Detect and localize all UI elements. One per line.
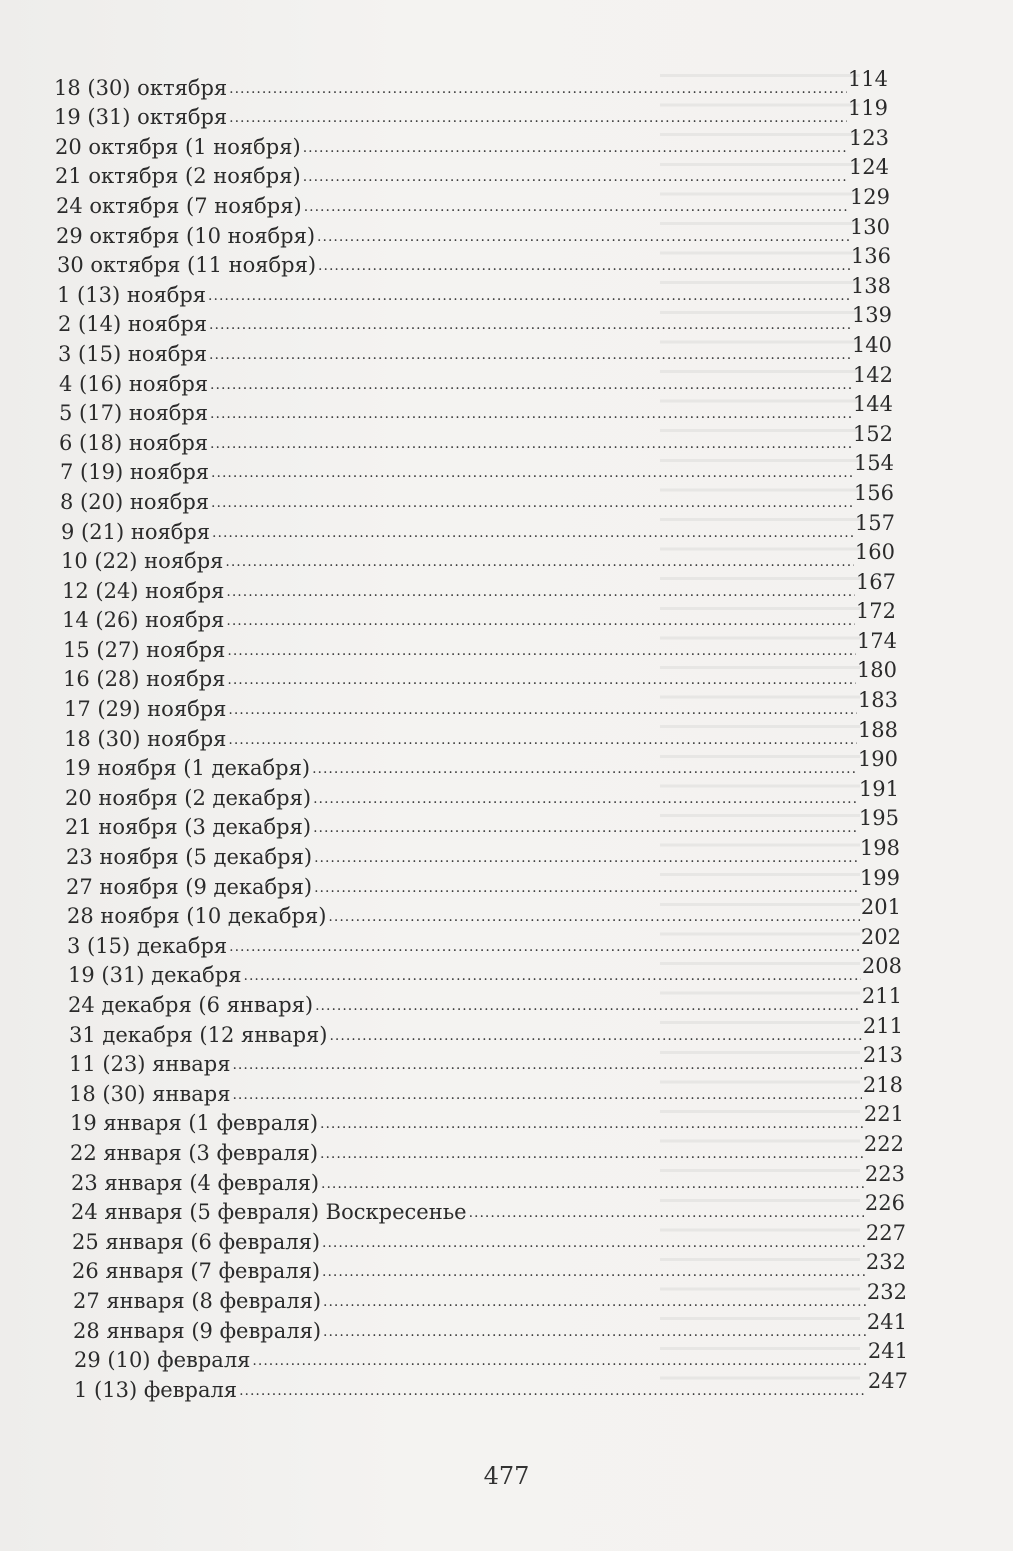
toc-entry	[0, 214, 1013, 248]
toc-entry-page-number: 198	[859, 836, 900, 861]
toc-entry-page-number: 136	[850, 244, 891, 269]
toc-entry-label: 19 (31) декабря	[68, 963, 242, 988]
toc-entry	[0, 66, 1013, 100]
toc-entry	[0, 806, 1013, 840]
dot-leader	[211, 465, 853, 481]
toc-entry-page-number: 195	[858, 806, 899, 831]
toc-entry-label: 24 января (5 февраля) Воскресенье	[71, 1200, 467, 1225]
toc-entry-page-number: 142	[852, 362, 893, 387]
toc-entry	[0, 569, 1013, 603]
toc-entry-label: 10 (22) ноября	[61, 549, 224, 574]
toc-entry-page-number: 226	[864, 1191, 905, 1216]
toc-entry-page-number: 144	[852, 392, 893, 417]
toc-entry	[0, 273, 1013, 307]
toc-entry-label: 11 (23) января	[69, 1052, 231, 1077]
toc-entry-label: 27 января (8 февраля)	[73, 1288, 322, 1313]
toc-entry-label: 18 (30) января	[69, 1081, 231, 1106]
toc-entry	[0, 1220, 1013, 1254]
toc-entry-label: 12 (24) ноября	[62, 578, 225, 603]
toc-entry-label: 18 (30) ноября	[64, 726, 227, 751]
toc-entry	[0, 747, 1013, 781]
dot-leader	[303, 140, 848, 156]
toc-entry-page-number: 183	[857, 688, 898, 713]
toc-entry	[0, 1102, 1013, 1136]
dot-leader	[315, 998, 861, 1014]
toc-entry	[0, 1191, 1013, 1225]
toc-entry-page-number: 201	[860, 895, 901, 920]
dot-leader	[209, 347, 851, 363]
dot-leader	[210, 406, 852, 422]
toc-entry	[0, 1161, 1013, 1195]
dot-leader	[210, 377, 852, 393]
dot-leader	[252, 1353, 866, 1369]
toc-entry	[0, 362, 1013, 396]
toc-entry-label: 24 октября (7 ноября)	[56, 193, 302, 218]
dot-leader	[314, 880, 859, 896]
toc-entry	[0, 1279, 1013, 1313]
toc-entry	[0, 510, 1013, 544]
toc-entry-page-number: 156	[853, 480, 894, 505]
toc-entry-page-number: 140	[851, 332, 892, 357]
toc-entry-page-number: 160	[854, 540, 895, 565]
toc-entry-label: 4 (16) ноября	[59, 371, 209, 396]
toc-entry-page-number: 199	[859, 865, 900, 890]
toc-entry-page-number: 174	[856, 628, 897, 653]
toc-entry-page-number: 211	[861, 984, 902, 1008]
toc-entry	[0, 688, 1013, 722]
toc-entry	[0, 1131, 1013, 1165]
toc-entry-page-number: 211	[862, 1013, 903, 1038]
toc-entry-label: 7 (19) ноября	[60, 460, 210, 485]
toc-entry	[0, 184, 1013, 218]
dot-leader	[226, 584, 855, 600]
toc-entry-label: 28 января (9 февраля)	[73, 1318, 322, 1343]
toc-entry-page-number: 223	[864, 1161, 905, 1186]
toc-entry-page-number: 188	[857, 717, 898, 742]
toc-entry-label: 23 ноября (5 декабря)	[66, 845, 313, 870]
toc-entry-label: 16 (28) ноября	[63, 667, 226, 692]
toc-entry	[0, 836, 1013, 870]
toc-entry-label: 25 января (6 февраля)	[72, 1229, 321, 1254]
toc-entry-page-number: 221	[863, 1102, 904, 1127]
toc-entry-label: 23 января (4 февраля)	[71, 1170, 320, 1195]
toc-entry-label: 26 января (7 февраля)	[72, 1259, 321, 1284]
toc-entry	[0, 125, 1013, 159]
toc-entry-page-number: 157	[854, 510, 895, 535]
toc-entry-page-number: 172	[855, 599, 896, 624]
toc-entry	[0, 1339, 1013, 1373]
toc-entry	[0, 244, 1013, 278]
dot-leader	[229, 110, 847, 126]
dot-leader	[314, 850, 859, 866]
dot-leader	[329, 1028, 861, 1044]
toc-entry-label: 27 ноября (9 декабря)	[66, 874, 313, 899]
toc-entry-page-number: 232	[866, 1279, 907, 1304]
dot-leader	[229, 939, 860, 955]
dot-leader	[232, 1057, 861, 1073]
dot-leader	[227, 672, 856, 688]
toc-entry-page-number: 227	[865, 1220, 906, 1245]
dot-leader	[322, 1235, 865, 1251]
toc-entry	[0, 480, 1013, 514]
toc-entry-label: 8 (20) ноября	[60, 489, 210, 514]
toc-entry-label: 15 (27) ноября	[63, 637, 226, 662]
toc-entry-label: 5 (17) ноября	[59, 401, 209, 426]
toc-entry	[0, 303, 1013, 337]
toc-entry	[0, 155, 1013, 189]
toc-entry-page-number: 139	[851, 303, 892, 328]
dot-leader	[232, 1087, 861, 1103]
table-of-contents	[0, 66, 1013, 1402]
dot-leader	[320, 1146, 863, 1162]
dot-leader	[244, 968, 861, 984]
dot-leader	[322, 1264, 865, 1280]
toc-entry-page-number: 138	[850, 273, 891, 298]
dot-leader	[469, 1205, 864, 1221]
dot-leader	[303, 169, 848, 185]
toc-entry	[0, 658, 1013, 692]
toc-entry-page-number: 167	[855, 569, 896, 594]
toc-entry	[0, 96, 1013, 130]
toc-entry	[0, 1072, 1013, 1106]
toc-entry-page-number: 241	[866, 1309, 907, 1334]
toc-entry	[0, 717, 1013, 751]
toc-entry-page-number: 190	[857, 747, 898, 772]
toc-entry-page-number: 130	[849, 214, 890, 239]
toc-entry-label: 24 декабря (6 января)	[68, 993, 314, 1017]
dot-leader	[210, 436, 852, 452]
dot-leader	[323, 1294, 866, 1310]
toc-entry	[0, 392, 1013, 426]
dot-leader	[304, 199, 849, 215]
toc-entry-label: 30 октября (11 ноября)	[57, 253, 317, 278]
dot-leader	[239, 1383, 867, 1399]
dot-leader	[320, 1116, 863, 1132]
toc-entry-label: 29 октября (10 ноября)	[56, 223, 316, 248]
toc-entry-page-number: 180	[856, 658, 897, 683]
toc-entry	[0, 895, 1013, 929]
page-number: 477	[483, 1462, 530, 1490]
dot-leader	[226, 613, 855, 629]
toc-entry-label: 19 (31) октября	[54, 105, 228, 130]
toc-entry-label: 2 (14) ноября	[58, 312, 208, 337]
toc-entry	[0, 599, 1013, 633]
toc-entry-page-number: 241	[867, 1339, 908, 1364]
dot-leader	[312, 761, 857, 777]
toc-entry-label: 28 ноября (10 декабря)	[67, 904, 327, 929]
toc-entry-label: 1 (13) февраля	[74, 1377, 238, 1402]
toc-entry	[0, 332, 1013, 366]
toc-entry	[0, 954, 1013, 988]
toc-entry	[0, 984, 1013, 1017]
toc-entry-page-number: 152	[852, 421, 893, 446]
toc-entry	[0, 540, 1013, 574]
toc-entry	[0, 776, 1013, 810]
toc-entry-page-number: 208	[861, 954, 902, 979]
toc-entry	[0, 421, 1013, 455]
dot-leader	[317, 229, 849, 245]
toc-entry	[0, 924, 1013, 958]
toc-entry-label: 19 ноября (1 декабря)	[64, 756, 311, 781]
toc-entry-label: 20 октября (1 ноября)	[55, 134, 301, 159]
dot-leader	[321, 1176, 864, 1192]
toc-entry-label: 3 (15) ноября	[58, 341, 208, 366]
toc-entry-label: 21 ноября (3 декабря)	[65, 815, 312, 840]
toc-entry	[0, 1250, 1013, 1284]
toc-entry-label: 19 января (1 февраля)	[70, 1111, 319, 1136]
toc-entry-label: 14 (26) ноября	[62, 608, 225, 633]
toc-entry-page-number: 154	[853, 451, 894, 476]
toc-entry-page-number: 129	[849, 184, 890, 209]
toc-entry-page-number: 124	[848, 155, 889, 180]
dot-leader	[328, 909, 859, 925]
toc-entry	[0, 865, 1013, 899]
toc-entry-label: 17 (29) ноября	[64, 697, 227, 722]
toc-entry-page-number: 123	[848, 125, 889, 150]
dot-leader	[318, 258, 850, 274]
toc-entry-page-number: 114	[847, 66, 888, 91]
dot-leader	[209, 317, 851, 333]
dot-leader	[212, 525, 854, 541]
toc-entry-label: 18 (30) октября	[54, 75, 228, 100]
toc-entry-label: 3 (15) декабря	[67, 933, 228, 958]
toc-entry-page-number: 232	[865, 1250, 906, 1275]
toc-entry-page-number: 191	[858, 776, 899, 801]
toc-entry-page-number: 202	[860, 924, 901, 949]
toc-entry	[0, 451, 1013, 485]
toc-entry-label: 20 ноября (2 декабря)	[65, 785, 312, 810]
toc-entry-page-number: 218	[862, 1072, 903, 1097]
toc-entry-label: 9 (21) ноября	[61, 519, 211, 544]
toc-entry-label: 6 (18) ноября	[59, 430, 209, 455]
dot-leader	[228, 732, 857, 748]
toc-entry-page-number: 247	[867, 1368, 908, 1393]
toc-entry	[0, 628, 1013, 662]
toc-entry-page-number: 119	[847, 96, 888, 121]
toc-entry-label: 1 (13) ноября	[57, 282, 207, 307]
dot-leader	[227, 643, 856, 659]
dot-leader	[229, 81, 847, 97]
toc-entry	[0, 1043, 1013, 1077]
toc-entry-page-number: 222	[863, 1131, 904, 1156]
dot-leader	[211, 495, 853, 511]
toc-entry-label: 29 (10) февраля	[74, 1348, 251, 1373]
dot-leader	[208, 288, 850, 304]
toc-entry-page-number: 213	[862, 1043, 903, 1068]
toc-entry-label: 22 января (3 февраля)	[70, 1140, 319, 1165]
toc-entry-label: 31 декабря (12 января)	[69, 1022, 328, 1047]
dot-leader	[225, 554, 854, 570]
toc-entry-label: 21 октября (2 ноября)	[55, 164, 301, 189]
dot-leader	[323, 1324, 866, 1340]
dot-leader	[313, 791, 858, 807]
toc-entry	[0, 1013, 1013, 1047]
toc-entry	[0, 1309, 1013, 1343]
dot-leader	[228, 702, 857, 718]
toc-entry	[0, 1368, 1013, 1402]
dot-leader	[313, 820, 858, 836]
